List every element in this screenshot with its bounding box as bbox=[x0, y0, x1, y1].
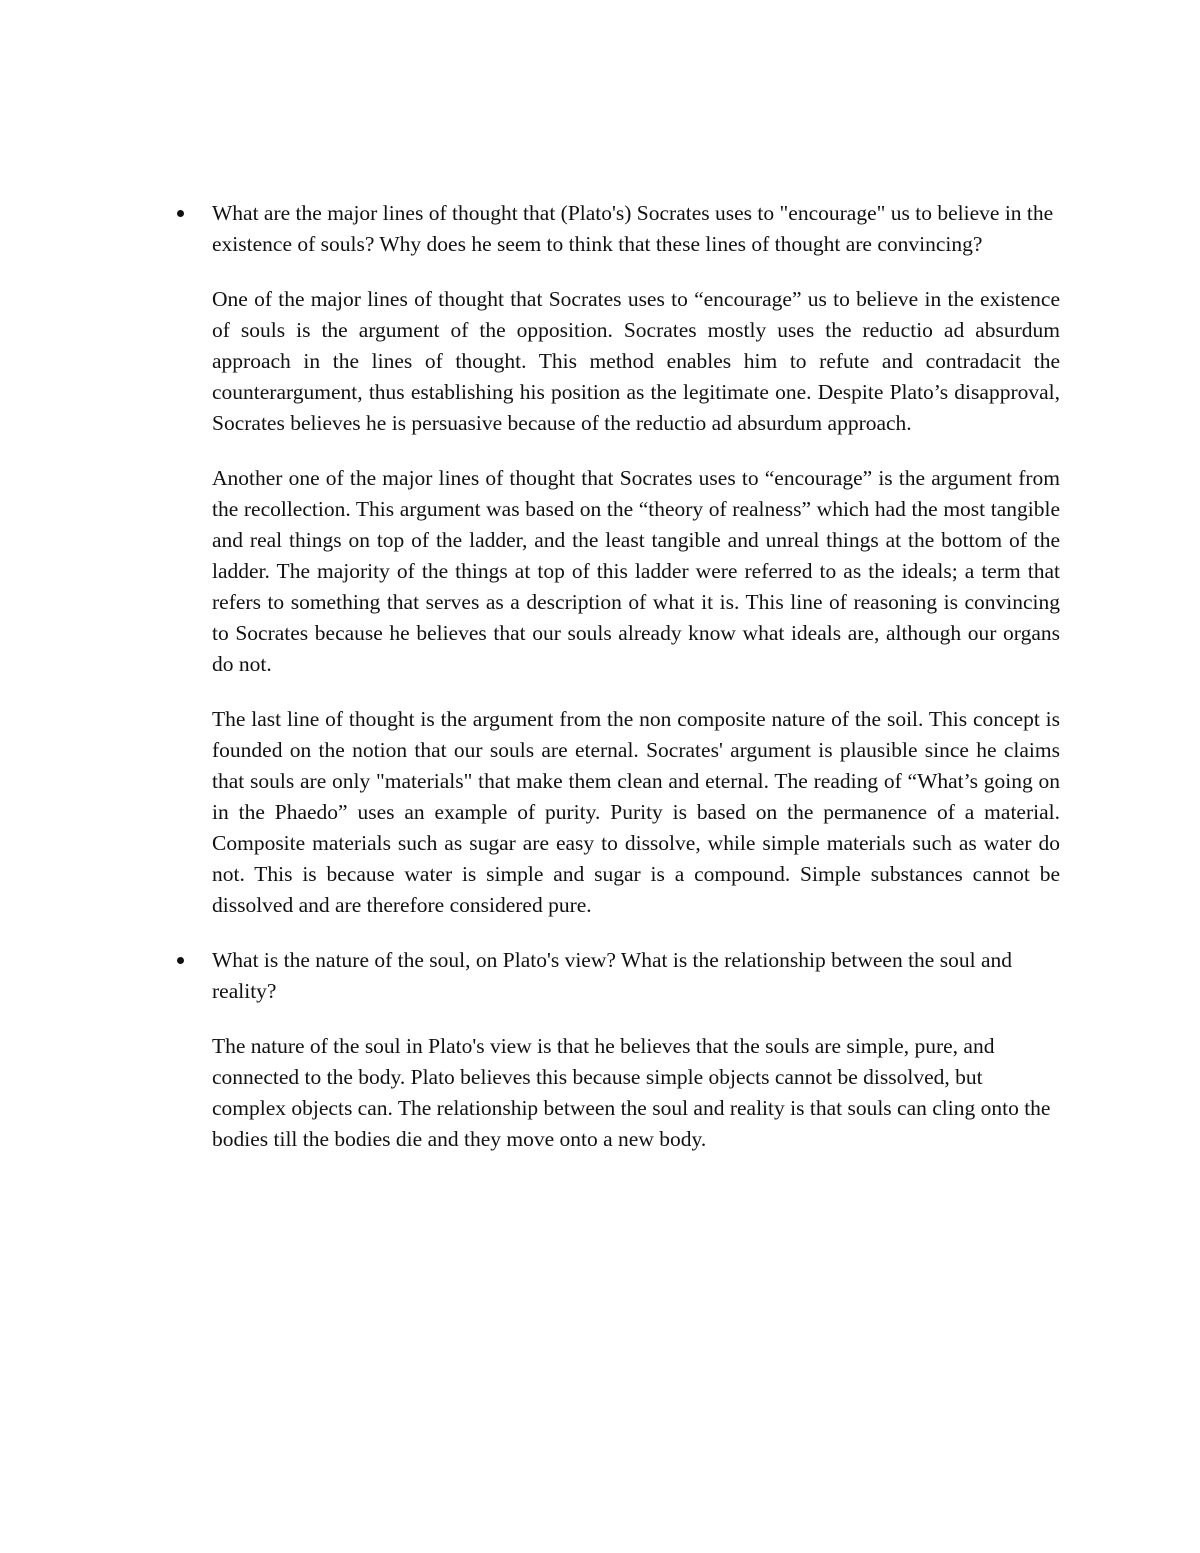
question-2 bbox=[212, 945, 1060, 1007]
answer-1-paragraph-1: One of the major lines of thought that Socrates uses to “encourage” us to believe in the existence of souls is the argument of the opposition. Socrates mostly uses the reductio ad absurdum approach in the lines of thought. This method enables him to refute and contradacit the counterargument, thus establishing his position as the legitimate one. Despite Plato’s disapproval, Socrates believes he is persuasive because of the reductio ad absurdum approach. bbox=[212, 287, 1060, 435]
question-1-text: What are the major lines of thought that (Plato's) Socrates uses to "encourage" us to believe in the existence of souls? Why does he seem to think that these lines of thought are convincing? bbox=[212, 201, 1054, 256]
question-2-text: What is the nature of the soul, on Plato's view? What is the relationship between the soul and reality? bbox=[212, 948, 1012, 1003]
question-1 bbox=[212, 198, 1060, 260]
document-body bbox=[212, 198, 1060, 1179]
answer-2-paragraph-1: The nature of the soul in Plato's view is that he believes that the souls are simple, pure, and connected to the body. Plato believes this because simple objects cannot be dissolved, but complex objects can. The relationship between the soul and reality is that souls can cling onto the bodies till the bodies die and they move onto a new body. bbox=[212, 1034, 1051, 1151]
answer-1-paragraph-3: The last line of thought is the argument from the non composite nature of the soil. This concept is founded on the notion that our souls are eternal. Socrates' argument is plausible since he claims that souls are only "materials" that make them clean and eternal. The reading of “What’s going on in the Phaedo” uses an example of purity. Purity is based on the permanence of a material. Composite materials such as sugar are easy to dissolve, while simple materials such as water do not. This is because water is simple and sugar is a compound. Simple substances cannot be dissolved and are therefore considered pure. bbox=[212, 707, 1060, 917]
bullet-icon bbox=[177, 957, 184, 964]
answer-1-paragraph-2: Another one of the major lines of thought that Socrates uses to “encourage” is the argument from the recollection. This argument was based on the “theory of realness” which had the most tangible and real things on top of the ladder, and the least tangible and unreal things at the bottom of the ladder. The majority of the things at top of this ladder were referred to as the ideals; a term that refers to something that serves as a description of what it is. This line of reasoning is convincing to Socrates because he believes that our souls already know what ideals are, although our organs do not. bbox=[212, 466, 1060, 676]
bullet-icon bbox=[177, 210, 184, 217]
